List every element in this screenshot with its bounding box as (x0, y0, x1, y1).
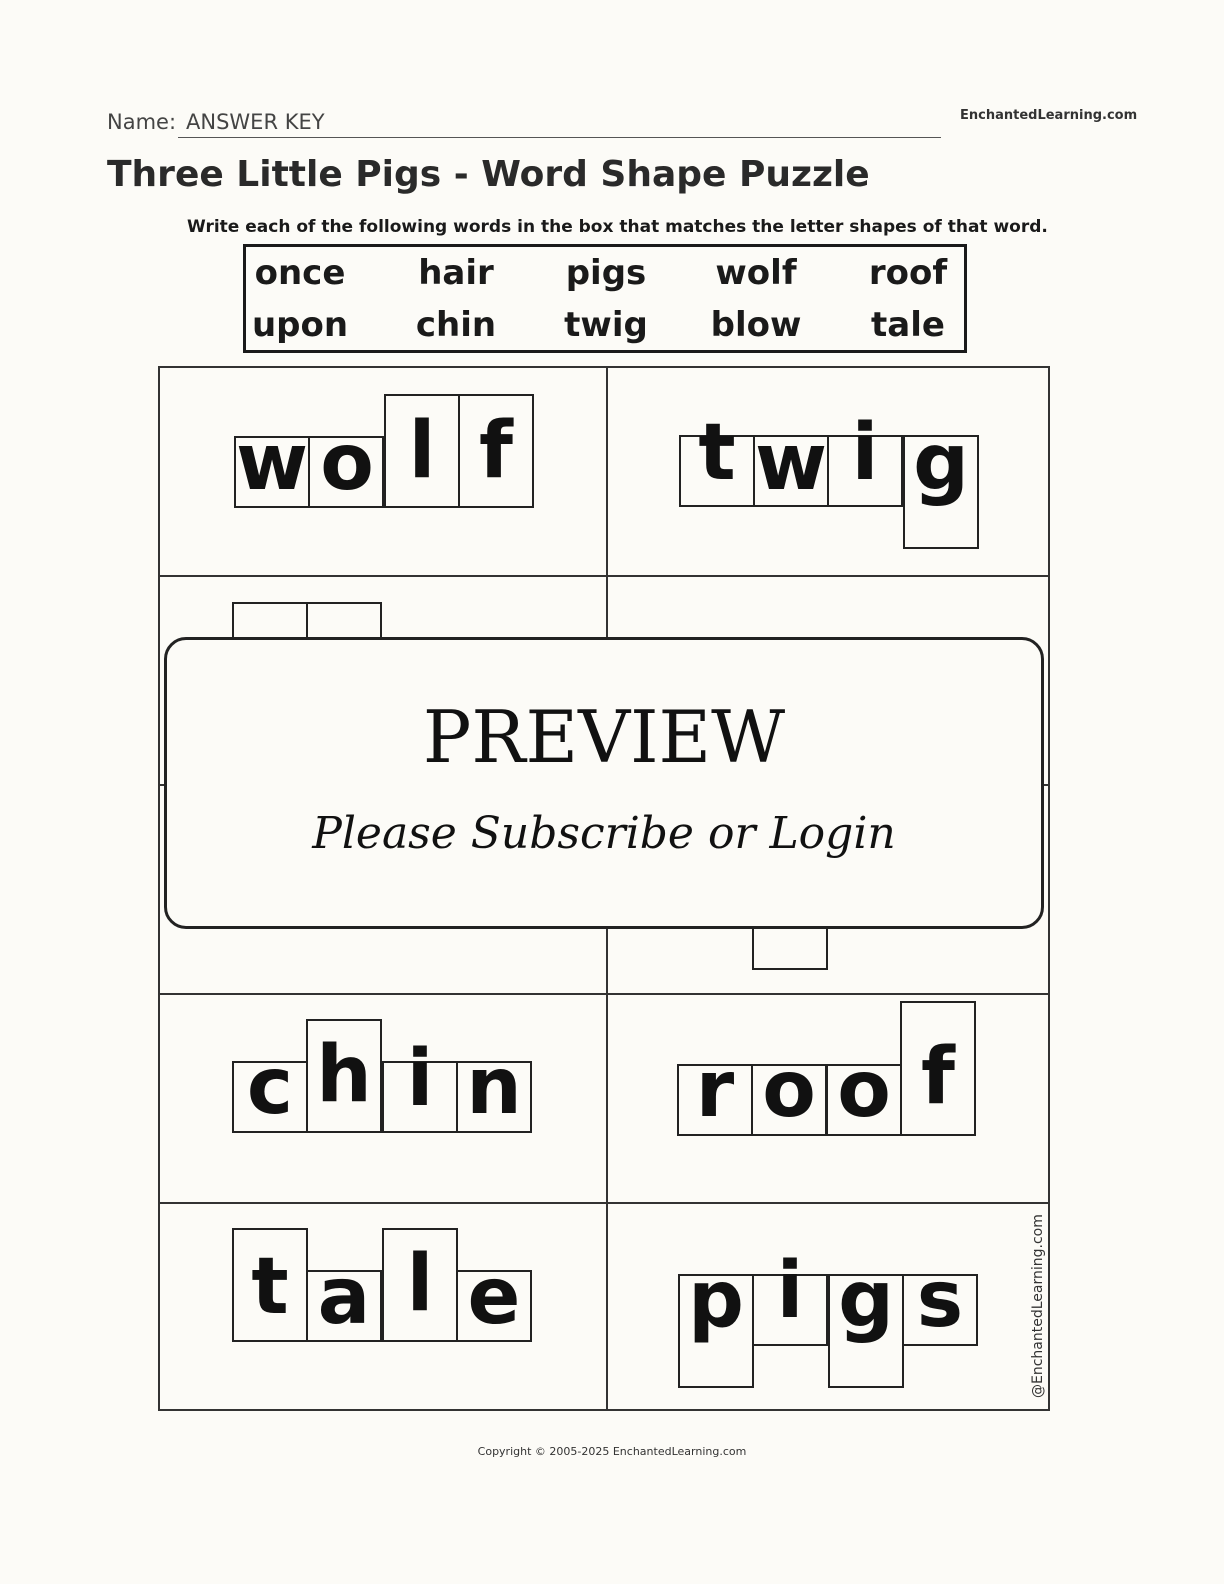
page-title: Three Little Pigs - Word Shape Puzzle (107, 154, 870, 195)
side-watermark: @EnchantedLearning.com (1030, 1214, 1046, 1398)
preview-overlay[interactable] (164, 637, 1044, 929)
word-bank-item: pigs (565, 253, 647, 293)
answer-letter: t (698, 408, 736, 498)
answer-letter: h (316, 1030, 372, 1120)
name-underline (178, 137, 941, 138)
answer-letter: l (406, 1239, 434, 1329)
word-bank-item: chin (415, 305, 497, 345)
word-bank-item: twig (564, 305, 648, 345)
answer-letter: i (406, 1034, 434, 1124)
answer-letter: l (408, 406, 436, 496)
answer-letter: i (851, 408, 879, 498)
answer-letter: i (776, 1246, 804, 1336)
answer-letter: a (317, 1252, 371, 1342)
answer-letter: w (754, 418, 828, 508)
grid-divider (160, 993, 1048, 995)
site-name: EnchantedLearning.com (960, 108, 1138, 123)
instructions: Write each of the following words in the box that matches the letter shapes of that word. (187, 217, 1048, 237)
word-bank-item: once (254, 253, 346, 293)
answer-letter: w (235, 418, 309, 508)
name-label: Name: (107, 110, 177, 134)
answer-letter: p (688, 1255, 744, 1345)
answer-letter: g (838, 1255, 894, 1345)
grid-divider (160, 575, 1048, 577)
answer-letter: s (916, 1255, 964, 1345)
word-bank-item: blow (710, 305, 802, 345)
answer-letter: n (466, 1042, 522, 1132)
word-bank-item: tale (871, 305, 945, 345)
answer-letter: o (320, 418, 374, 508)
word-bank-item: roof (868, 253, 948, 293)
subscribe-login-link[interactable]: Please Subscribe or Login (312, 808, 896, 859)
preview-title: PREVIEW (422, 695, 786, 779)
answer-letter: g (913, 418, 969, 508)
name-value: ANSWER KEY (186, 110, 325, 134)
answer-letter: r (695, 1045, 735, 1135)
word-bank-item: hair (418, 253, 494, 293)
copyright: Copyright © 2005-2025 EnchantedLearning.com (477, 1445, 747, 1458)
answer-letter: t (251, 1242, 289, 1332)
answer-letter: o (837, 1045, 891, 1135)
answer-letter: e (467, 1252, 521, 1342)
answer-letter: f (479, 406, 513, 496)
grid-divider (160, 1202, 1048, 1204)
word-bank (243, 244, 967, 353)
answer-letter: o (762, 1045, 816, 1135)
answer-letter: f (921, 1032, 955, 1122)
word-bank-item: wolf (715, 253, 797, 293)
word-bank-item: upon (251, 305, 349, 345)
answer-letter: c (246, 1042, 294, 1132)
